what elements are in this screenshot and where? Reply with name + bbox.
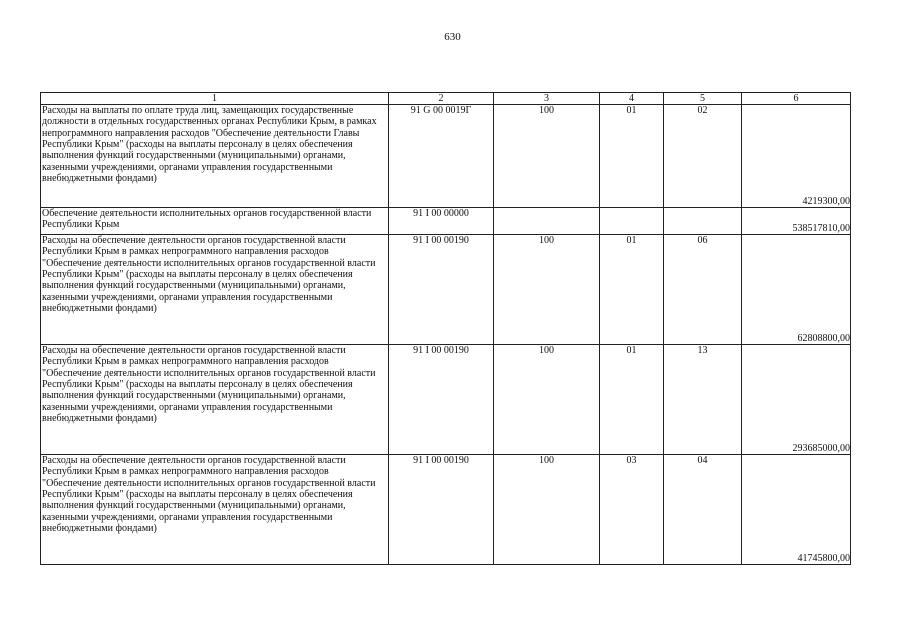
row-type: 100 — [494, 345, 600, 455]
row-type: 100 — [494, 105, 600, 208]
row-type: 100 — [494, 235, 600, 345]
row-code: 91 G 00 0019Г — [389, 105, 494, 208]
row-code: 91 I 00 00190 — [389, 345, 494, 455]
table-row — [41, 345, 851, 455]
row-subsection: 06 — [664, 235, 742, 345]
row-amount: 538517810,00 — [742, 208, 851, 235]
row-subsection — [664, 208, 742, 235]
row-subsection: 02 — [664, 105, 742, 208]
row-amount: 293685000,00 — [742, 345, 851, 455]
row-section: 03 — [600, 455, 664, 565]
column-header: 4 — [600, 93, 664, 105]
column-header: 3 — [494, 93, 600, 105]
row-subsection: 13 — [664, 345, 742, 455]
column-header: 1 — [41, 93, 389, 105]
row-description: Расходы на обеспечение деятельности органов государственной власти Республики Крым в рамках непрограммного направления расходов "Обеспечение деятельности исполнительных органов государственной власти Республики Крым" (расходы на выплаты персоналу в целях обеспечения выполнения функций государственными (муниципальными) органами, казенными учреждениями, органами управления государственными внебюджетными фондами) — [41, 235, 389, 345]
row-description: Обеспечение деятельности исполнительных органов государственной власти Республики Крым — [41, 208, 389, 235]
table-row — [41, 455, 851, 565]
row-section — [600, 208, 664, 235]
row-code: 91 I 00 00190 — [389, 455, 494, 565]
table-header-row — [41, 93, 851, 105]
row-description: Расходы на обеспечение деятельности органов государственной власти Республики Крым в рамках непрограммного направления расходов "Обеспечение деятельности исполнительных органов государственной власти Республики Крым" (расходы на выплаты персоналу в целях обеспечения выполнения функций государственными (муниципальными) органами, казенными учреждениями, органами управления государственными внебюджетными фондами) — [41, 345, 389, 455]
row-code: 91 I 00 00000 — [389, 208, 494, 235]
row-amount: 41745800,00 — [742, 455, 851, 565]
budget-table — [40, 92, 851, 565]
row-section: 01 — [600, 235, 664, 345]
page-number: 630 — [444, 31, 461, 43]
row-description: Расходы на обеспечение деятельности органов государственной власти Республики Крым в рамках непрограммного направления расходов "Обеспечение деятельности исполнительных органов государственной власти Республики Крым" (расходы на выплаты персоналу в целях обеспечения выполнения функций государственными (муниципальными) органами, казенными учреждениями, органами управления государственными внебюджетными фондами) — [41, 455, 389, 565]
row-description: Расходы на выплаты по оплате труда лиц, замещающих государственные должности в отдельных государственных органах Республики Крым, в рамках непрограммного направления расходов "Обеспечение деятельности Главы Республики Крым" (расходы на выплаты персоналу в целях обеспечения выполнения функций государственными (муниципальными) органами, казенными учреждениями, органами управления государственными внебюджетными фондами) — [41, 105, 389, 208]
row-type: 100 — [494, 455, 600, 565]
row-type — [494, 208, 600, 235]
row-section: 01 — [600, 345, 664, 455]
table-row — [41, 208, 851, 235]
row-section: 01 — [600, 105, 664, 208]
column-header: 6 — [742, 93, 851, 105]
column-header: 5 — [664, 93, 742, 105]
row-amount: 4219300,00 — [742, 105, 851, 208]
row-code: 91 I 00 00190 — [389, 235, 494, 345]
row-subsection: 04 — [664, 455, 742, 565]
column-header: 2 — [389, 93, 494, 105]
row-amount: 62808800,00 — [742, 235, 851, 345]
table-row — [41, 105, 851, 208]
table-row — [41, 235, 851, 345]
